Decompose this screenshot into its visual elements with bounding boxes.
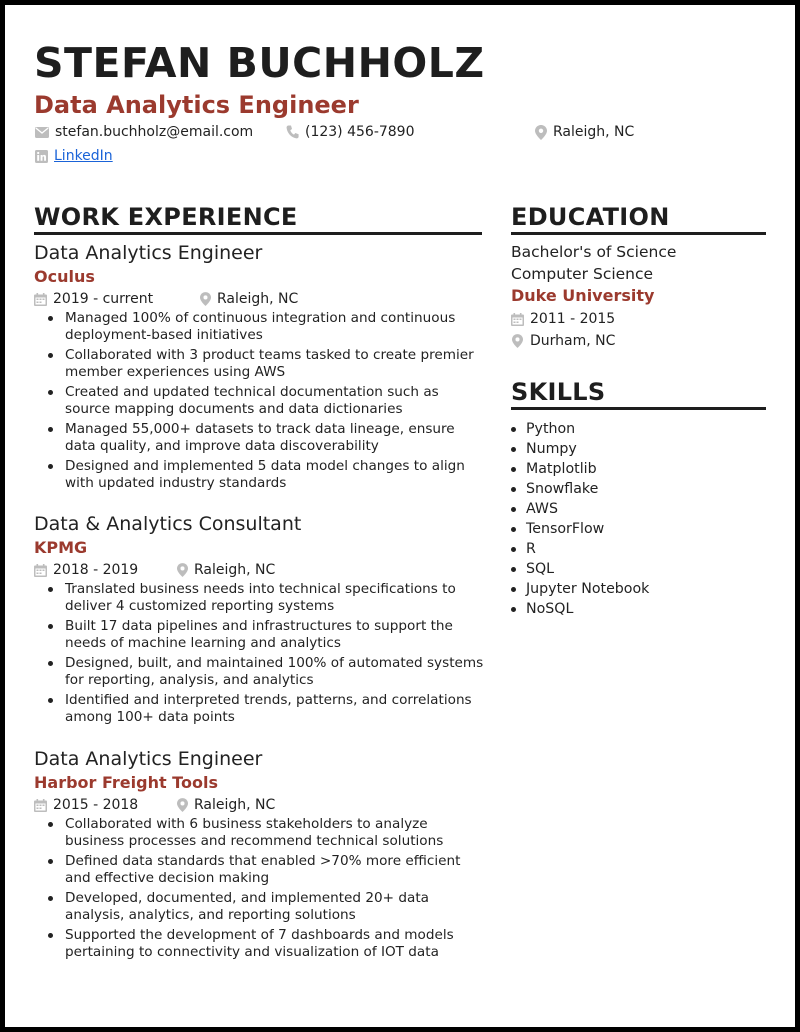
contact-email	[35, 124, 253, 140]
list-item: Python	[511, 419, 649, 439]
job-location-text: Raleigh, NC	[217, 291, 299, 307]
list-item: Designed and implemented 5 data model changes to align with updated industry standards	[34, 458, 484, 492]
job-entry	[34, 241, 484, 495]
job-company: Oculus	[34, 267, 95, 286]
job-dates-text: 2019 - current	[53, 291, 154, 307]
map-pin-icon	[535, 125, 547, 140]
work-experience-heading: WORK EXPERIENCE	[34, 203, 482, 235]
linkedin-icon	[35, 150, 48, 163]
list-item: TensorFlow	[511, 519, 649, 539]
job-bullets	[34, 816, 484, 961]
list-item: Managed 55,000+ datasets to track data lineage, ensure data quality, and improve data discoverability	[34, 421, 484, 455]
list-item: Defined data standards that enabled >70% more efficient and effective decision making	[34, 853, 484, 887]
job-meta	[34, 289, 484, 309]
list-item: Supported the development of 7 dashboards and models pertaining to connectivity and visualization of IOT data	[34, 927, 484, 961]
job-bullets	[34, 581, 484, 726]
resume-page	[5, 5, 795, 1027]
candidate-name: STEFAN BUCHHOLZ	[34, 39, 485, 87]
list-item: NoSQL	[511, 599, 649, 619]
email-text: stefan.buchholz@email.com	[55, 124, 254, 140]
list-item: AWS	[511, 499, 649, 519]
job-company: Harbor Freight Tools	[34, 773, 218, 792]
list-item: Collaborated with 6 business stakeholders to analyze business processes and recommend technical solutions	[34, 816, 484, 850]
job-dates-text: 2015 - 2018	[53, 797, 139, 813]
contact-linkedin	[35, 148, 113, 164]
list-item: Matplotlib	[511, 459, 649, 479]
list-item: Translated business needs into technical specifications to deliver 4 customized reporting systems	[34, 581, 484, 615]
phone-text: (123) 456-7890	[305, 124, 415, 140]
job-location	[177, 562, 275, 578]
list-item: Built 17 data pipelines and infrastructures to support the needs of machine learning and analytics	[34, 618, 484, 652]
school-name: Duke University	[511, 286, 655, 305]
education-dates-text: 2011 - 2015	[530, 311, 616, 327]
job-meta	[34, 560, 484, 580]
job-dates-text: 2018 - 2019	[53, 562, 139, 578]
list-item: Snowflake	[511, 479, 649, 499]
job-location-text: Raleigh, NC	[194, 797, 276, 813]
map-pin-icon	[200, 292, 211, 306]
candidate-role: Data Analytics Engineer	[34, 91, 359, 119]
list-item: Created and updated technical documentation such as source mapping documents and data dictionaries	[34, 384, 484, 418]
map-pin-icon	[177, 563, 188, 577]
calendar-icon	[511, 313, 524, 326]
job-dates	[34, 291, 200, 307]
contact-phone	[286, 124, 415, 140]
envelope-icon	[35, 127, 49, 138]
list-item: Designed, built, and maintained 100% of automated systems for reporting, analysis, and analytics	[34, 655, 484, 689]
calendar-icon	[34, 799, 47, 812]
list-item: SQL	[511, 559, 649, 579]
education-heading: EDUCATION	[511, 203, 766, 235]
calendar-icon	[34, 564, 47, 577]
education-entry	[511, 241, 771, 351]
degree: Bachelor's of Science	[511, 243, 677, 261]
education-dates	[511, 309, 771, 329]
job-title: Data Analytics Engineer	[34, 748, 263, 770]
list-item: Managed 100% of continuous integration and continuous deployment-based initiatives	[34, 310, 484, 344]
job-meta	[34, 795, 484, 815]
job-company: KPMG	[34, 538, 88, 557]
list-item: Developed, documented, and implemented 20+ data analysis, analytics, and reporting solutions	[34, 890, 484, 924]
contact-location	[535, 124, 634, 140]
job-dates	[34, 797, 177, 813]
list-item: Numpy	[511, 439, 649, 459]
education-location	[511, 331, 771, 351]
skills-heading: SKILLS	[511, 378, 766, 410]
list-item: Jupyter Notebook	[511, 579, 649, 599]
list-item: Identified and interpreted trends, patterns, and correlations among 100+ data points	[34, 692, 484, 726]
skills-list	[511, 419, 649, 619]
phone-icon	[286, 125, 299, 139]
map-pin-icon	[177, 798, 188, 812]
field-of-study: Computer Science	[511, 265, 654, 283]
list-item: R	[511, 539, 649, 559]
map-pin-icon	[512, 334, 523, 348]
job-location	[200, 291, 298, 307]
calendar-icon	[34, 293, 47, 306]
job-title: Data Analytics Engineer	[34, 242, 263, 264]
job-title: Data & Analytics Consultant	[34, 513, 302, 535]
location-text: Raleigh, NC	[553, 124, 635, 140]
job-entry	[34, 512, 484, 729]
linkedin-link[interactable]: LinkedIn	[54, 148, 113, 164]
job-entry	[34, 747, 484, 964]
job-location-text: Raleigh, NC	[194, 562, 276, 578]
job-location	[177, 797, 275, 813]
list-item: Collaborated with 3 product teams tasked to create premier member experiences using AWS	[34, 347, 484, 381]
job-bullets	[34, 310, 484, 492]
education-location-text: Durham, NC	[530, 333, 616, 349]
job-dates	[34, 562, 177, 578]
